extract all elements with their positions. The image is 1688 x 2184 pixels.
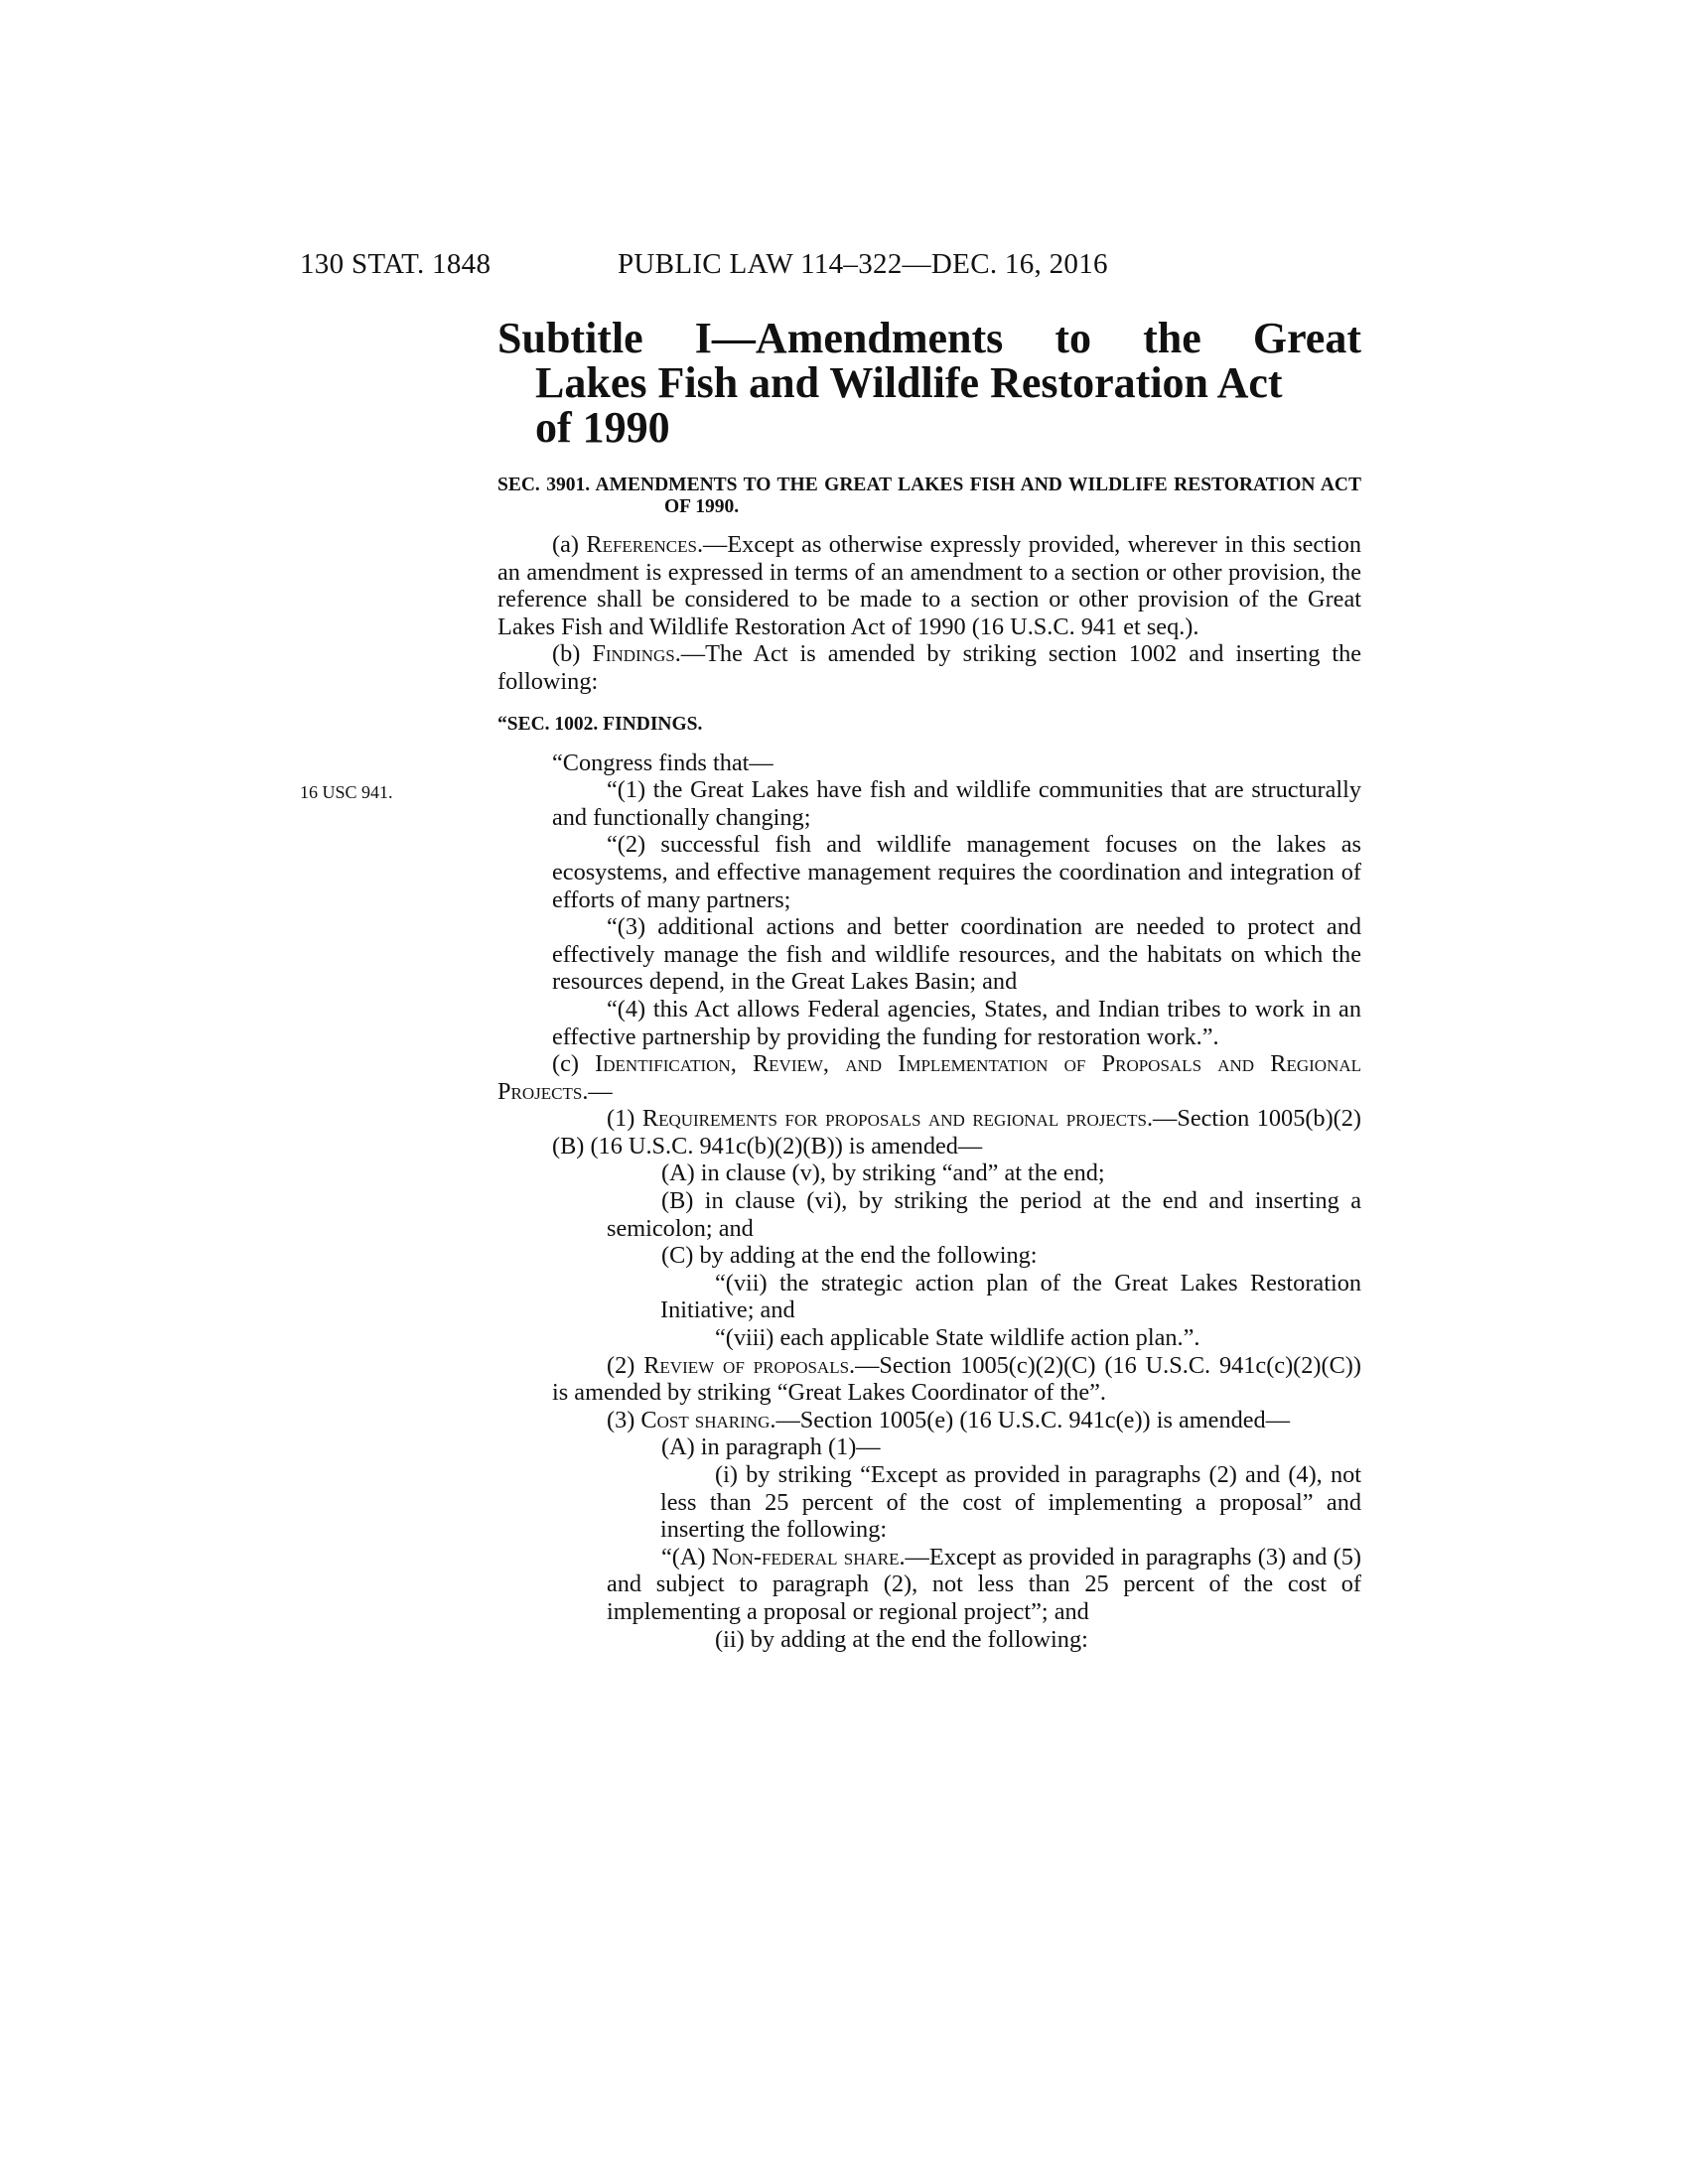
paragraph-c-3 bbox=[497, 1407, 1361, 1434]
paragraph-caption: Cost sharing bbox=[640, 1406, 771, 1433]
paragraph-label: (c) bbox=[552, 1050, 596, 1078]
paragraph-caption: Requirements for proposals and regional projects bbox=[641, 1105, 1147, 1133]
paragraph-label: (b) bbox=[552, 640, 593, 668]
paragraph-c-2 bbox=[497, 1352, 1361, 1407]
paragraph-c-1 bbox=[497, 1105, 1361, 1160]
paragraph-text: .—The Act is amended by striking section 1002 and inserting the following: bbox=[497, 640, 1362, 695]
paragraph-text: .—Section 1005(e) (16 U.S.C. 941c(e)) is amended— bbox=[770, 1406, 1290, 1433]
clause-c-1-b: (B) in clause (vi), by striking the period at the end and inserting a semicolon; and bbox=[607, 1187, 1361, 1242]
subtitle-line-1 bbox=[497, 316, 1361, 360]
public-law-citation: PUBLIC LAW 114–322—DEC. 16, 2016 bbox=[618, 248, 1108, 280]
finding-1: “(1) the Great Lakes have fish and wildlife communities that are structurally and functionally changing; bbox=[552, 776, 1361, 831]
paragraph-text: .—Section 1005(b)(2)(B) (16 U.S.C. 941c(b)(2)(B)) is amended— bbox=[552, 1105, 1362, 1160]
finding-4: “(4) this Act allows Federal agencies, States, and Indian tribes to work in an effective partnership by providing the funding for restoration work.”. bbox=[552, 995, 1361, 1050]
sec-1002-heading: “SEC. 1002. FINDINGS. bbox=[497, 713, 703, 735]
finding-3: “(3) additional actions and better coordination are needed to protect and effectively manage the fish and wildlife resources, and the habitats on which the resources depend, in the Great Lakes Basin; and bbox=[552, 913, 1361, 996]
paragraph-label: (2) bbox=[607, 1351, 644, 1379]
subtitle-word: to bbox=[1055, 314, 1091, 362]
clause-c-1-a: (A) in clause (v), by striking “and” at the end; bbox=[661, 1160, 1105, 1187]
subtitle-word: Subtitle bbox=[497, 314, 643, 362]
subtitle-line-2: Lakes Fish and Wildlife Restoration Act bbox=[535, 358, 1283, 407]
clause-c-3-a-i: (i) by striking “Except as provided in paragraphs (2) and (4), not less than 25 percent of the cost of implementing a proposal” and inserting the following: bbox=[660, 1461, 1361, 1544]
paragraph-label: (1) bbox=[607, 1105, 642, 1133]
clause-c-3-a: (A) in paragraph (1)— bbox=[661, 1433, 881, 1461]
paragraph-text: .— bbox=[582, 1077, 613, 1105]
subtitle-word: I—Amendments bbox=[694, 314, 1004, 362]
paragraph-caption: Findings bbox=[592, 640, 675, 668]
finding-2: “(2) successful fish and wildlife management focuses on the lakes as ecosystems, and effective management requires the coordination and integration of efforts of many partners; bbox=[552, 831, 1361, 913]
subtitle-word: the bbox=[1143, 314, 1201, 362]
section-body bbox=[497, 475, 1361, 1653]
paragraph-caption: References bbox=[586, 531, 697, 558]
clause-viii: “(viii) each applicable State wildlife action plan.”. bbox=[715, 1324, 1200, 1352]
paragraph-caption: Review of proposals bbox=[643, 1351, 850, 1379]
margin-note-usc: 16 USC 941. bbox=[300, 782, 393, 802]
congress-finds: “Congress finds that— bbox=[552, 749, 774, 776]
paragraph-label: “(A) bbox=[661, 1543, 712, 1570]
section-heading: SEC. 3901. AMENDMENTS TO THE GREAT LAKES FISH AND WILDLIFE RESTORATION ACT OF 1990. bbox=[497, 475, 1361, 517]
paragraph-label: (a) bbox=[552, 531, 587, 558]
clause-vii: “(vii) the strategic action plan of the Great Lakes Restoration Initiative; and bbox=[660, 1269, 1361, 1324]
subtitle-line-3: of 1990 bbox=[535, 403, 670, 452]
stat-citation: 130 STAT. 1848 bbox=[300, 248, 492, 280]
paragraph-label: (3) bbox=[607, 1406, 641, 1433]
clause-c-1-c: (C) by adding at the end the following: bbox=[661, 1242, 1038, 1270]
paragraph-caption: Identification, Review, and Implementation of Proposals and Regional Projects bbox=[497, 1050, 1361, 1105]
subtitle-heading bbox=[497, 316, 1361, 450]
paragraph-a bbox=[497, 531, 1361, 640]
quoted-non-federal-share bbox=[497, 1544, 1361, 1626]
paragraph-caption: Non-federal share bbox=[711, 1543, 900, 1570]
paragraph-text: .—Except as provided in paragraphs (3) and (5) and subject to paragraph (2), not less than 25 percent of the cost of implementing a proposal or regional project”; and bbox=[607, 1543, 1362, 1625]
paragraph-text: .—Except as otherwise expressly provided, wherever in this section an amendment is expressed in terms of an amendment to a section or other provision, the reference shall be considered to be made to a section or other provision of the Great Lakes Fish and Wildlife Restoration Act of 1990 (16 U.S.C. 941 et seq.). bbox=[497, 531, 1361, 640]
paragraph-text: .—Section 1005(c)(2)(C) (16 U.S.C. 941c(c)(2)(C)) is amended by striking “Great Lakes Coordinator of the”. bbox=[552, 1351, 1361, 1407]
paragraph-b bbox=[497, 640, 1361, 695]
subtitle-word: Great bbox=[1252, 314, 1361, 362]
paragraph-c bbox=[497, 1050, 1361, 1105]
clause-c-3-a-ii: (ii) by adding at the end the following: bbox=[715, 1625, 1088, 1653]
